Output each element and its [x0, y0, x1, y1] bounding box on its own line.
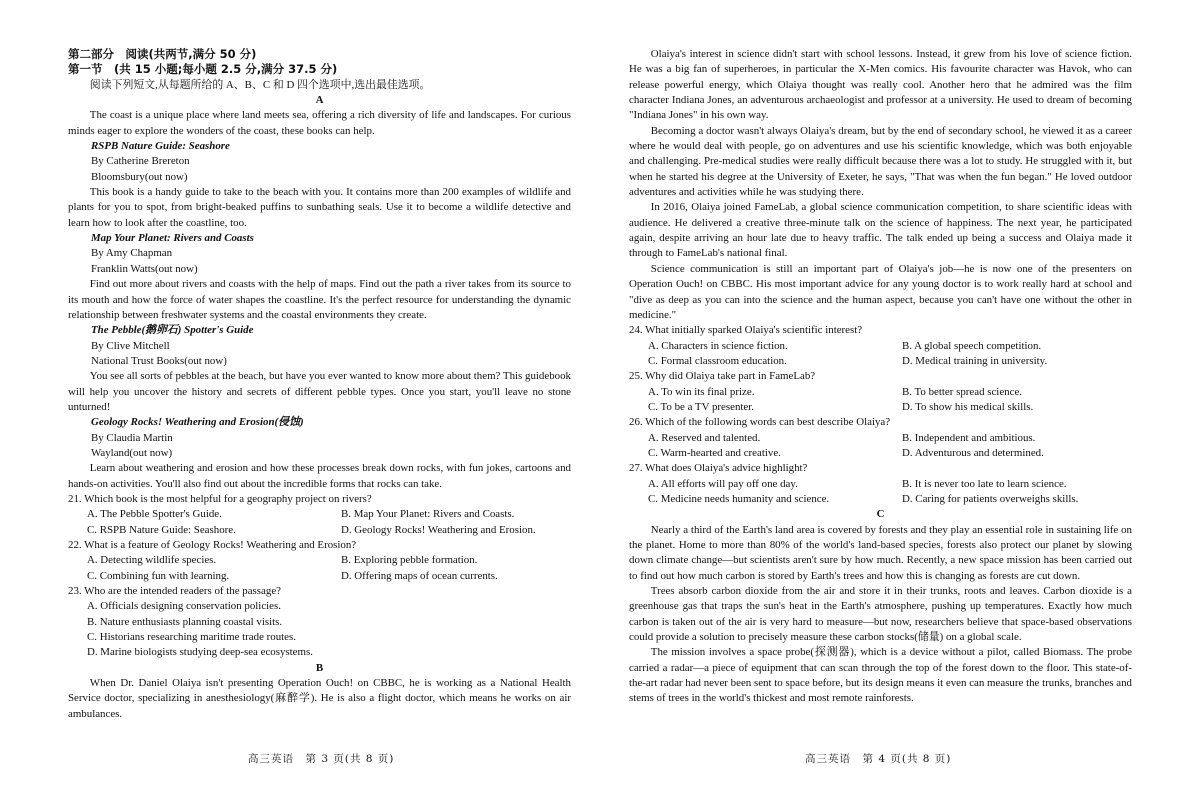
option-b[interactable]: B. Nature enthusiasts planning coastal visits. — [87, 615, 283, 628]
option-a[interactable]: A. To win its final prize. — [648, 385, 755, 398]
option-d[interactable]: D. Medical training in university. — [902, 354, 1048, 367]
option-a[interactable]: A. Characters in science fiction. — [648, 339, 788, 352]
right-column — [629, 47, 1132, 707]
passage-b-paragraph: Olaiya's interest in science didn't start with school lessons. Instead, it grew from his love of science fiction. He was a big fan of superheroes, in particular the X-Men comics. His favourite character was Havok, who can release powerful energy, which Olaiya thought was really cool. Another hero that he admired was the film character Indiana Jones, an adventurous archaeologist and professor at a university. He used to dream of becoming "Indiana Jones" in his own way. — [629, 48, 1132, 122]
question — [68, 492, 571, 538]
page-footer: 高三英语 第 3 页(共 8 页) — [248, 753, 395, 765]
passage-b-paragraph: Science communication is still an important part of Olaiya's job—he is now one of the presenters on Operation Ouch! on CBBC. His most important advice for any young doctor is to work really hard at school and "dive as deep as you can into the science and the human aspect, because you can't have one without the other in medicine." — [629, 262, 1132, 321]
question-stem: 23. Who are the intended readers of the passage? — [68, 585, 281, 598]
option-d[interactable]: D. Geology Rocks! Weathering and Erosion. — [341, 523, 536, 536]
book-description: This book is a handy guide to take to the beach with you. It contains more than 200 examples of wildlife and plants for you to spot, from bright-beaked puffins to sunbathing seals. Use it to become a wildlife detective and learn how to look after the coastline, too. — [68, 186, 571, 229]
book-description: Learn about weathering and erosion and how these processes break down rocks, with fun jokes, cartoons and hands-on activities. You'll also find out about the incredible forms that rocks can take. — [68, 462, 571, 490]
passage-b-paragraph: In 2016, Olaiya joined FameLab, a global science communication competition, to share scientific ideas with audience. He delivered a creative three-minute talk on the science of happiness. The next year, he participated again, despite arriving an hour late due to heavy traffic. The talk ended up being a success and Olaiya made it through to FameLab's national final. — [629, 201, 1132, 260]
book-publisher: Wayland(out now) — [91, 446, 173, 459]
book-title: RSPB Nature Guide: Seashore — [91, 140, 230, 153]
option-c[interactable]: C. Formal classroom education. — [648, 354, 787, 367]
book-publisher: National Trust Books(out now) — [91, 354, 227, 367]
page-4 — [600, 0, 1200, 797]
option-d[interactable]: D. Offering maps of ocean currents. — [341, 569, 498, 582]
option-a[interactable]: A. Reserved and talented. — [648, 431, 761, 444]
option-b[interactable]: B. A global speech competition. — [902, 339, 1042, 352]
question — [629, 461, 1132, 507]
passage-a-label: A — [315, 94, 324, 107]
book-title: Map Your Planet: Rivers and Coasts — [91, 232, 254, 245]
question-stem: 22. What is a feature of Geology Rocks! Weathering and Erosion? — [68, 539, 357, 551]
option-c[interactable]: C. Combining fun with learning. — [87, 569, 230, 582]
book-title: The Pebble(鹅卵石) Spotter's Guide — [91, 324, 254, 337]
passage-c-label: C — [876, 508, 885, 521]
passage-b-paragraph: When Dr. Daniel Olaiya isn't presenting Operation Ouch! on CBBC, he is working as a National Health Service doctor, specializing in anesthesiology(麻醉学). He is also a flight doctor, which means he works on air ambulances. — [68, 677, 571, 720]
question-stem: 21. Which book is the most helpful for a geography project on rivers? — [68, 492, 372, 505]
option-a[interactable]: A. Detecting wildlife species. — [87, 554, 217, 567]
option-a[interactable]: A. The Pebble Spotter's Guide. — [87, 508, 222, 521]
book-entry — [68, 323, 571, 415]
question-stem: 24. What initially sparked Olaiya's scientific interest? — [629, 324, 863, 337]
question — [629, 323, 1132, 369]
passage-c-paragraph: Nearly a third of the Earth's land area is covered by forests and they play an essential role in sustaining life on the planet. Home to more than 80% of the world's land-based species, forests also protect our planet by slowing down climate change—but scientists aren't sure by how much. Recently, a new space mission has been carried out to find out how much carbon is stored by Earth's trees and how this is changing as forests are cut down. — [629, 523, 1132, 582]
question-stem: 25. Why did Olaiya take part in FameLab? — [629, 370, 816, 383]
passage-c-paragraph: The mission involves a space probe(探测器), which is a device without a pilot, called Biomass. The probe carried a radar—a piece of equipment that can scan through the top of the forest down to the floor. This state-of-the-art radar had never been sent to space before, but its design means it even can measure the trunks, branches and stems of trees in the world's thickest and most remote rainforests. — [629, 646, 1132, 705]
option-b[interactable]: B. Map Your Planet: Rivers and Coasts. — [341, 508, 515, 521]
part-title: 第二部分 阅读(共两节,满分 50 分) — [68, 47, 257, 61]
option-c[interactable]: C. RSPB Nature Guide: Seashore. — [87, 523, 236, 536]
option-c[interactable]: C. To be a TV presenter. — [648, 400, 755, 413]
book-title: Geology Rocks! Weathering and Erosion(侵蚀) — [91, 416, 304, 429]
book-publisher: Bloomsbury(out now) — [91, 170, 188, 183]
passage-b-label: B — [315, 661, 324, 674]
question-stem: 27. What does Olaiya's advice highlight? — [629, 462, 808, 475]
question — [629, 369, 1132, 415]
book-description: Find out more about rivers and coasts with the help of maps. Find out the path a river takes from its source to its mouth and how the force of water shapes the coastline. It's the perfect resource for understanding the dynamic relationship between freshwater systems and the coastal environments they create. — [68, 278, 571, 321]
option-d[interactable]: D. Adventurous and determined. — [902, 446, 1044, 459]
option-a[interactable]: A. All efforts will pay off one day. — [648, 477, 798, 490]
book-author: By Catherine Brereton — [91, 155, 190, 168]
option-d[interactable]: D. Caring for patients overweighs skills. — [902, 492, 1079, 505]
option-c[interactable]: C. Medicine needs humanity and science. — [648, 492, 830, 505]
option-a[interactable]: A. Officials designing conservation policies. — [87, 600, 281, 613]
question — [68, 538, 571, 584]
book-description: You see all sorts of pebbles at the beach, but have you ever wanted to know more about them? This guidebook will help you uncover the history and secrets of different pebble types. Once you start, you'll leave no stone unturned! — [68, 370, 571, 413]
option-d[interactable]: D. Marine biologists studying deep-sea ecosystems. — [87, 646, 313, 659]
book-entry — [68, 415, 571, 492]
left-column — [68, 47, 571, 722]
page-footer: 高三英语 第 4 页(共 8 页) — [805, 753, 952, 765]
passage-c-paragraph: Trees absorb carbon dioxide from the air and store it in their trunks, roots and leaves. Carbon dioxide is a greenhouse gas that traps the sun's heat in the Earth's atmosphere, pushing up temperatures. Exactly how much carbon is taken out of the air is very hard to measure—but now, researchers believe that space-based observations could provide a solution to precisely measure these carbon stocks(储量) on a global scale. — [629, 585, 1132, 644]
option-b[interactable]: B. Exploring pebble formation. — [341, 554, 478, 567]
book-author: By Claudia Martin — [91, 431, 173, 444]
question — [68, 584, 571, 661]
option-b[interactable]: B. It is never too late to learn science. — [902, 477, 1067, 490]
option-d[interactable]: D. To show his medical skills. — [902, 400, 1034, 413]
question — [629, 415, 1132, 461]
option-b[interactable]: B. Independent and ambitious. — [902, 431, 1036, 444]
book-publisher: Franklin Watts(out now) — [91, 262, 198, 275]
option-b[interactable]: B. To better spread science. — [902, 385, 1022, 398]
question-stem: 26. Which of the following words can best describe Olaiya? — [629, 416, 891, 429]
passage-a-intro: The coast is a unique place where land meets sea, offering a rich diversity of life and landscapes. For curious minds eager to explore the wonders of the coast, these books can help. — [68, 109, 571, 137]
option-c[interactable]: C. Historians researching maritime trade routes. — [87, 631, 296, 644]
instruction: 阅读下列短文,从每题所给的 A、B、C 和 D 四个选项中,选出最佳选项。 — [89, 78, 431, 91]
book-author: By Amy Chapman — [91, 247, 173, 260]
book-author: By Clive Mitchell — [91, 339, 170, 352]
section-title: 第一节 (共 15 小题;每小题 2.5 分,满分 37.5 分) — [68, 62, 338, 77]
book-entry — [68, 139, 571, 231]
book-entry — [68, 231, 571, 323]
passage-b-paragraph: Becoming a doctor wasn't always Olaiya's dream, but by the end of secondary school, he viewed it as a career where he would deal with people, go on adventures and use his scientific knowledge, which was both enjoyable and challenging. Pre-medical studies were really difficult because there was a lot to study. He struggled with it, but when he started his degree at the University of Exeter, he says, "That was when the fun began." He loved outdoor adventures and activities while he was studying there. — [629, 124, 1132, 199]
option-c[interactable]: C. Warm-hearted and creative. — [648, 446, 781, 459]
